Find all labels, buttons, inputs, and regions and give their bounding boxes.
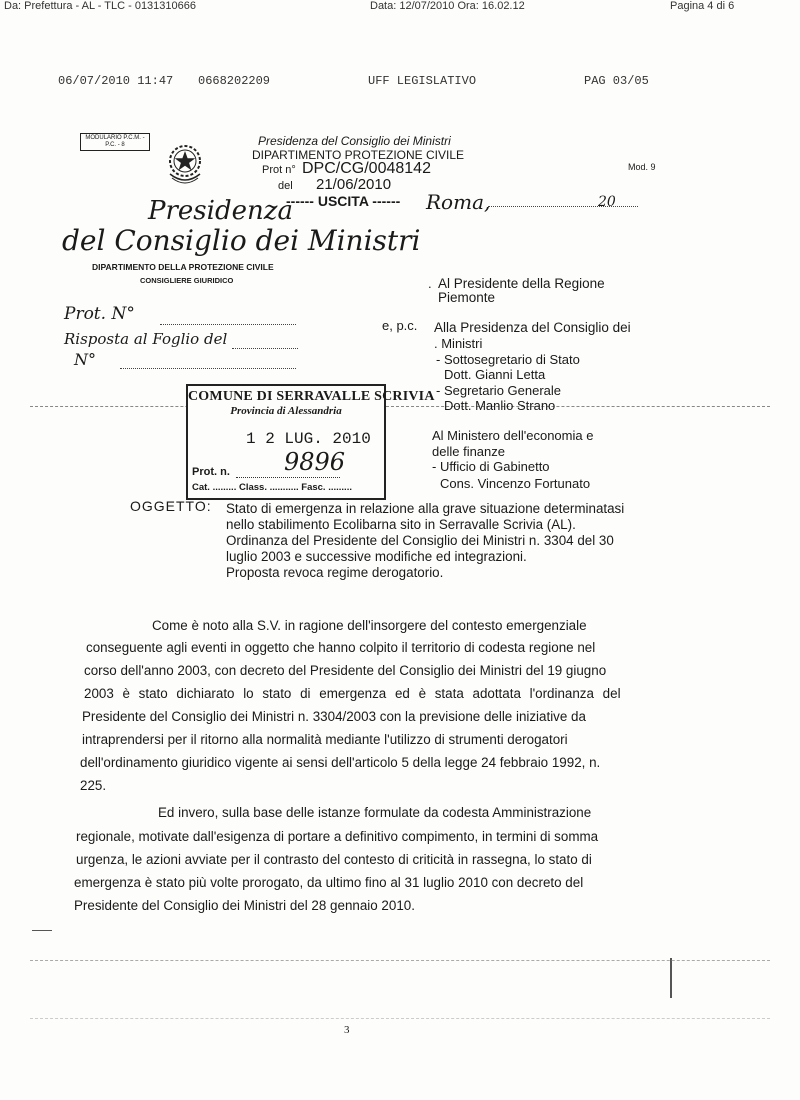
letterhead-subtitle: CONSIGLIERE GIURIDICO [140, 276, 234, 285]
comune-stamp [186, 384, 435, 500]
form-n-line [120, 368, 296, 369]
scan-mark [30, 1018, 770, 1019]
recipient-cc1-line2: . Ministri [434, 336, 483, 351]
page-number: 3 [344, 1024, 350, 1036]
protocol-presidenza: Presidenza del Consiglio dei Ministri [258, 134, 451, 148]
fax-office: UFF LEGISLATIVO [368, 74, 477, 88]
recipient-cc1-sub4: Dott. Manlio Strano [444, 398, 556, 413]
body-p1-line: Come è noto alla S.V. in ragione dell'insorgere del contesto emergenziale [152, 618, 587, 633]
dashed-separator [30, 406, 770, 407]
letterhead-presidenza: Presidenza [148, 196, 293, 226]
recipient-cc1-sub1: - Sottosegretario di Stato [436, 352, 580, 367]
body-p1-line: corso dell'anno 2003, con decreto del Presidente del Consiglio dei Ministri del 19 giugno [84, 663, 607, 678]
stamp-cat-line: Cat. ......... Class. ........... Fasc. ......... [192, 482, 352, 493]
form-prot-label: Prot. N° [64, 304, 135, 324]
mod-label: Mod. 9 [628, 162, 656, 172]
body-p1-line: conseguente agli eventi in oggetto che hanno colpito il territorio di codesta regione nel [86, 640, 596, 655]
republic-emblem-icon [166, 142, 204, 186]
body-p1-line: dell'ordinamento giuridico vigente ai sensi dell'articolo 5 della legge 24 febbraio 1992, n. [80, 755, 601, 770]
stamp-title: COMUNE DI SERRAVALLE SCRIVIA [188, 389, 435, 404]
recipient-cc1-sub3: - Segretario Generale [436, 383, 562, 398]
oggetto-line1: Stato di emergenza in relazione alla grave situazione determinatasi [226, 501, 625, 516]
recipient-bullet: . [428, 276, 432, 291]
protocol-prot-label: Prot n° [262, 164, 296, 176]
oggetto-line4: luglio 2003 e successive modifiche ed integrazioni. [226, 549, 527, 564]
body-p2-line: Ed invero, sulla base delle istanze formulate da codesta Amministrazione [158, 805, 592, 820]
scan-mark [32, 930, 52, 931]
recipient-cc2-sub1: - Ufficio di Gabinetto [432, 459, 550, 474]
body-p2-line: urgenza, le azioni avviate per il contrasto del contesto di criticità in rassegna, lo stato di [76, 852, 592, 867]
recipient-cc2-line2: delle finanze [432, 444, 505, 459]
body-p1-line: intraprendersi per il ritorno alla normalità mediante l'utilizzo di strumenti derogatori [82, 732, 568, 747]
fax-pag: PAG 03/05 [584, 74, 649, 88]
recipient-cc1-line1: Alla Presidenza del Consiglio dei [434, 320, 631, 335]
recipient-main-line1: Al Presidente della Regione [438, 276, 605, 291]
form-n-label: N° [74, 350, 96, 369]
recipient-cc2-sub2: Cons. Vincenzo Fortunato [440, 476, 591, 491]
protocol-date-label: del [278, 180, 293, 192]
body-p1-line: Presidente del Consiglio dei Ministri n. 3304/2003 con la previsione delle iniziative da [82, 709, 586, 724]
oggetto-line2: nello stabilimento Ecolibarna sito in Serravalle Scrivia (AL). [226, 517, 576, 532]
form-prot-line [160, 324, 296, 325]
body-p2-line: emergenza è stato più volte prorogato, da ultimo fino al 31 luglio 2010 con decreto del [74, 875, 584, 890]
recipient-cc1-sub2: Dott. Gianni Letta [444, 367, 546, 382]
body-p1-line: 2003 è stato dichiarato lo stato di emergenza ed è stata adottata l'ordinanza del [84, 686, 621, 701]
recipient-cc2-line1: Al Ministero dell'economia e [432, 428, 594, 443]
fax-datetime: 06/07/2010 11:47 [58, 74, 174, 88]
body-p1-line: 225. [80, 778, 107, 793]
protocol-date: 21/06/2010 [316, 176, 392, 193]
oggetto-line5: Proposta revoca regime derogatorio. [226, 565, 444, 580]
stamp-prot-number: 9896 [284, 448, 346, 476]
recipient-main-line2: Piemonte [438, 290, 496, 305]
stamp-prot-line [236, 477, 340, 478]
form-risposta-label: Risposta al Foglio del [64, 330, 228, 348]
protocol-department: DIPARTIMENTO PROTEZIONE CIVILE [252, 148, 465, 162]
stamp-prot-label: Prot. n. [192, 466, 230, 478]
body-p2-line: regionale, motivate dall'esigenza di portare a definitivo compimento, in termini di somma [76, 829, 599, 844]
letterhead-consiglio: del Consiglio dei Ministri [62, 224, 421, 257]
oggetto-line3: Ordinanza del Presidente del Consiglio dei Ministri n. 3304 del 30 [226, 533, 614, 548]
form-risposta-line [232, 348, 298, 349]
recipient-epc: e, p.c. [382, 318, 418, 333]
fax-date: Data: 12/07/2010 Ora: 16.02.12 [370, 0, 525, 12]
stamp-date: 1 2 LUG. 2010 [246, 430, 371, 448]
fax-number: 0668202209 [198, 74, 271, 88]
modulario-box: MODULARIO P.C.M. - P.C. - 8 [80, 133, 150, 151]
place-roma: Roma, [426, 190, 491, 214]
protocol-direction: ------ USCITA ------ [286, 193, 401, 209]
body-p2-line: Presidente del Consiglio dei Ministri del 28 gennaio 2010. [74, 898, 415, 913]
scan-mark [670, 958, 672, 998]
letterhead-department: DIPARTIMENTO DELLA PROTEZIONE CIVILE [92, 262, 274, 272]
stamp-subtitle: Provincia di Alessandria [230, 405, 342, 417]
place-year: 20 [598, 194, 616, 210]
fax-page: Pagina 4 di 6 [670, 0, 735, 12]
scan-mark [30, 960, 770, 961]
protocol-number: DPC/CG/0048142 [302, 160, 431, 177]
oggetto-label: OGGETTO: [130, 498, 212, 514]
fax-sender: Da: Prefettura - AL - TLC - 0131310666 [4, 0, 197, 12]
